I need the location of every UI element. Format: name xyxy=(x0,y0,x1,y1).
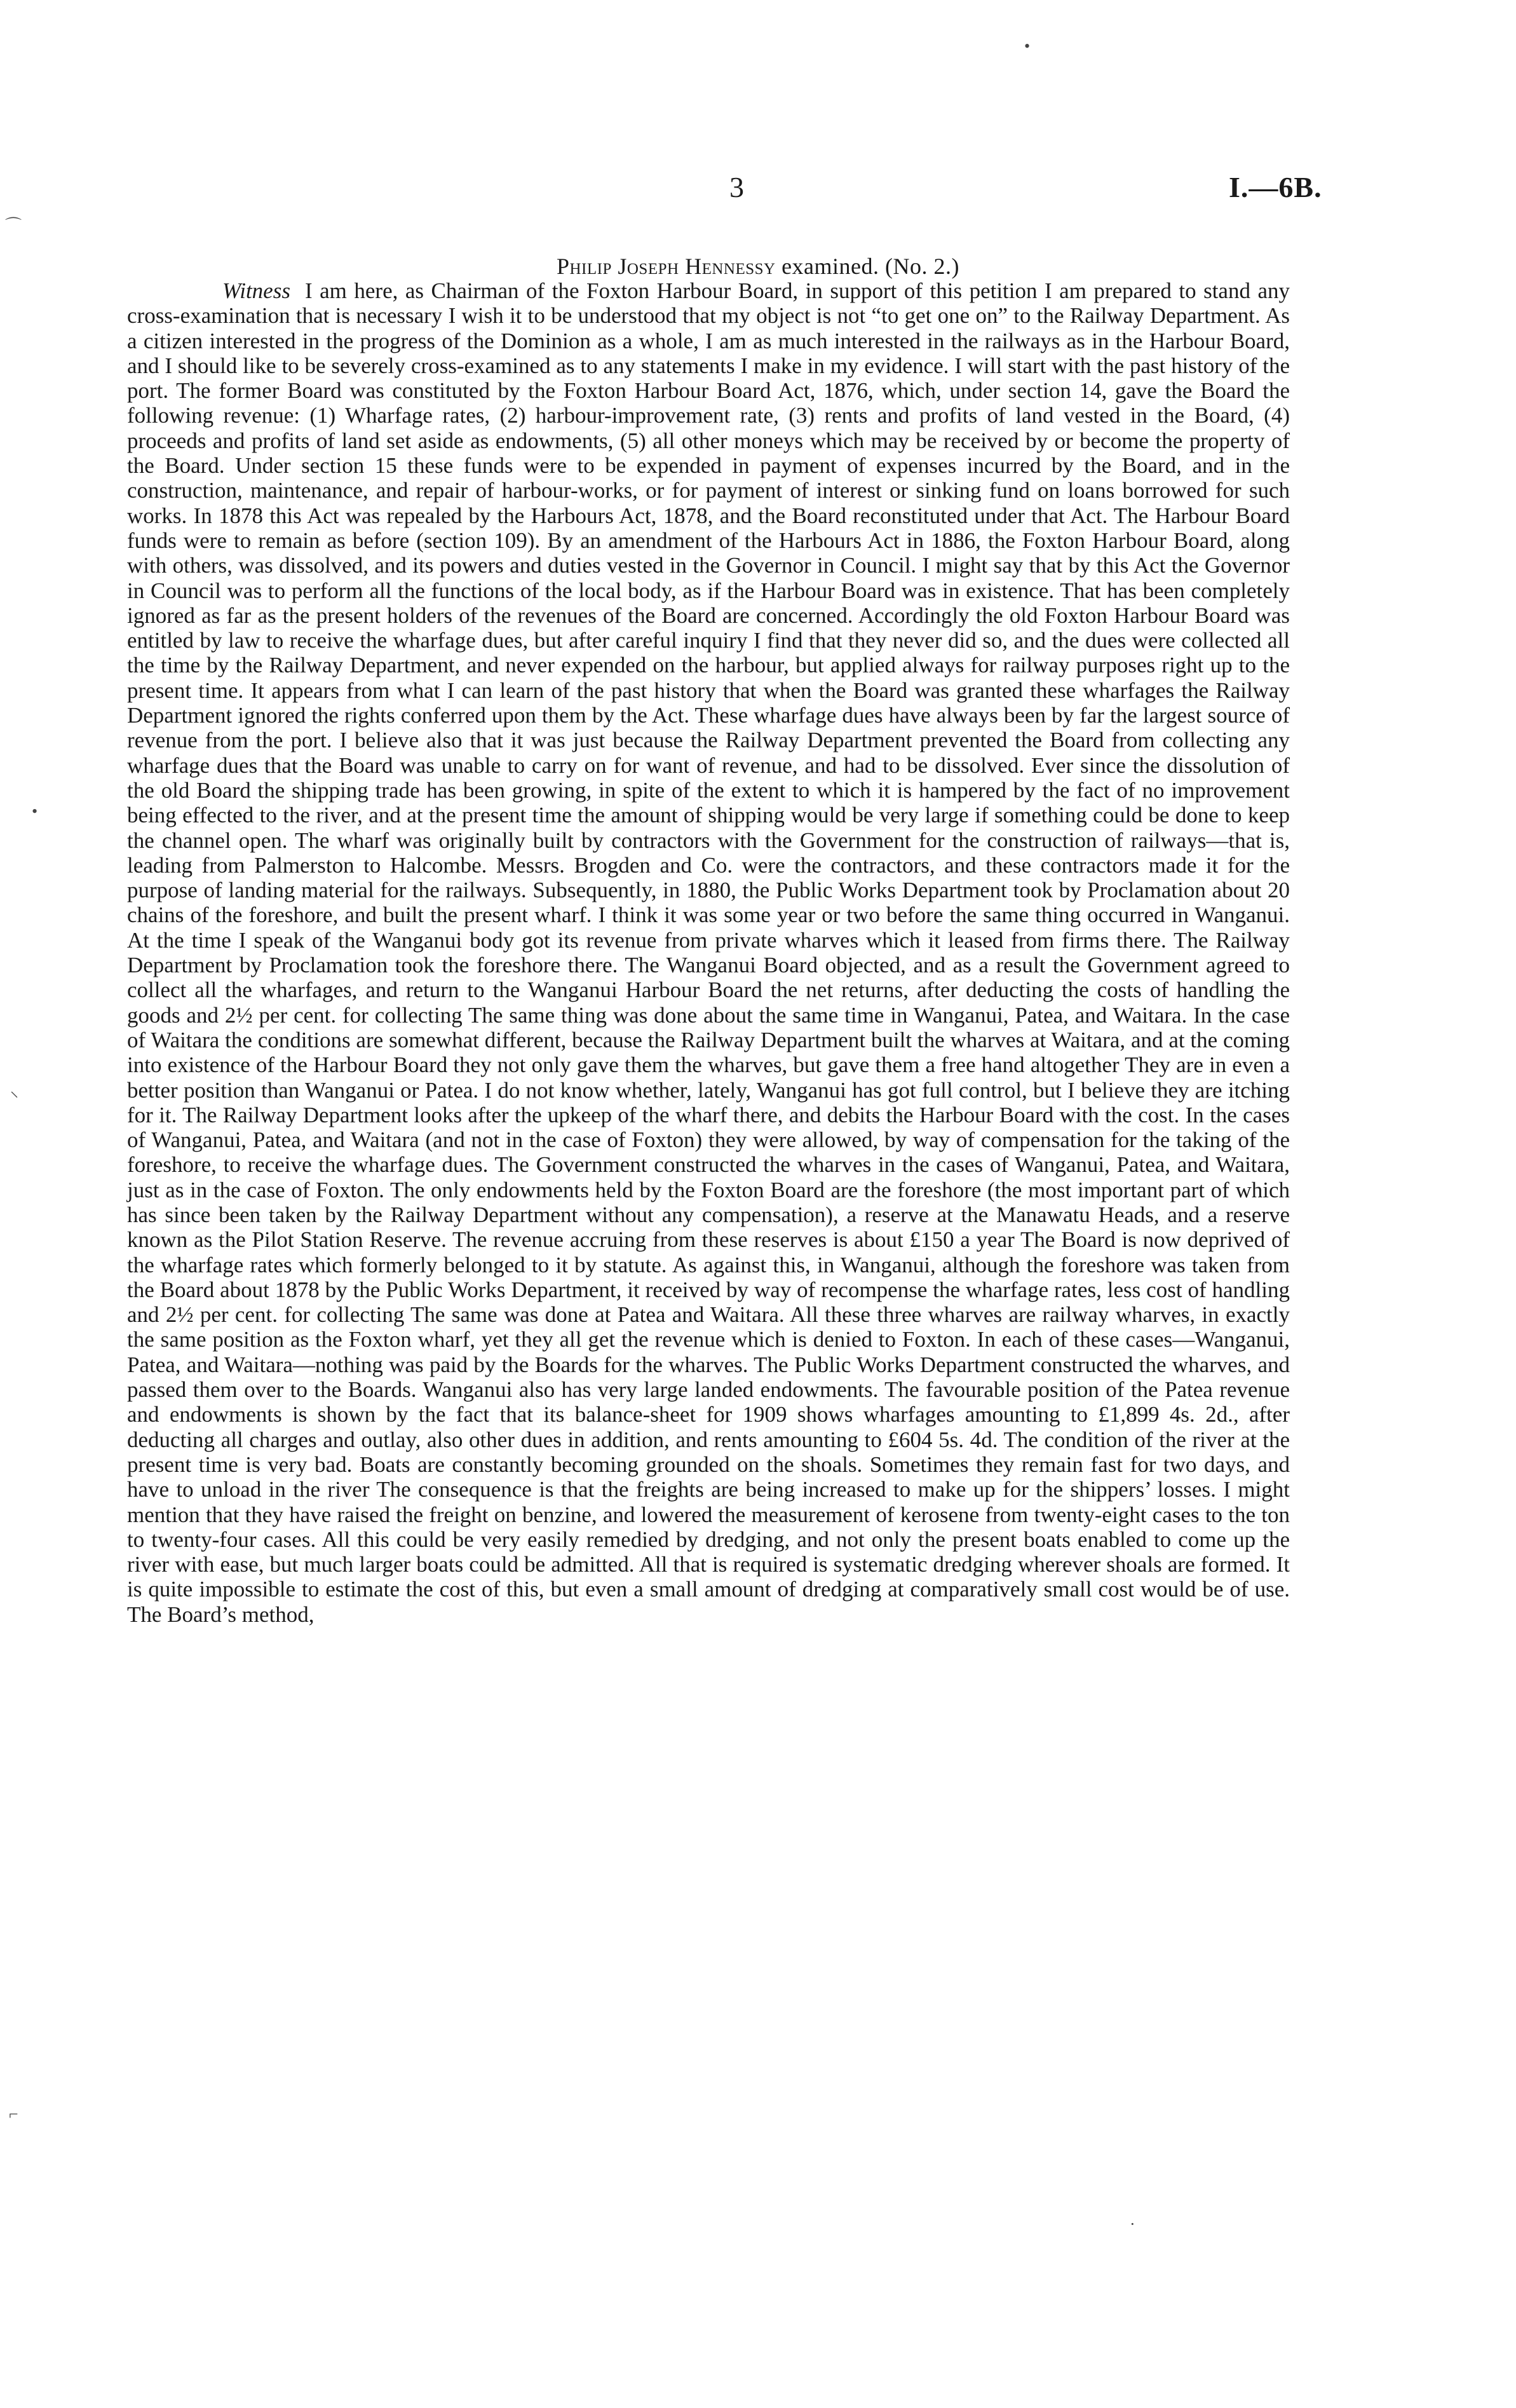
testimony-paragraph xyxy=(127,278,1290,1627)
section-heading xyxy=(0,253,1516,280)
heading-suffix: examined. xyxy=(782,254,879,279)
speaker-label: Witness xyxy=(222,278,290,303)
scan-mark: ⌒ xyxy=(5,217,22,235)
document-reference: I.—6B. xyxy=(1229,171,1322,203)
scan-mark: • xyxy=(32,802,38,820)
scan-mark: ⸌ xyxy=(10,1089,19,1107)
witness-name: Philip Joseph Hennessy xyxy=(556,254,776,279)
scan-mark: • xyxy=(1024,37,1031,55)
page-number: 3 xyxy=(729,171,744,203)
scan-mark: ⌐ xyxy=(9,2105,18,2123)
heading-number: (No. 2.) xyxy=(885,254,960,279)
testimony-text: I am here, as Chairman of the Foxton Harbour Board, in support of this petition I am prepared to stand any cross-examination that is necessary I wish it to be understood that my object is not “to get one on” to the Railway Department. As a citizen interested in the progress of the Dominion as a whole, I am as much interested in the railways as in the Harbour Board, and I should like to be severely cross-examined as to any statements I make in my evidence. I will start with the past history of the port. The former Board was constituted by the Foxton Harbour Board Act, 1876, which, under section 14, gave the Board the following revenue: (1) Wharfage rates, (2) harbour-improvement rate, (3) rents and profits of land vested in the Board, (4) proceeds and profits of land set aside as endowments, (5) all other moneys which may be received by or become the property of the Board. Under section 15 these funds were to be expended in payment of expenses incurred by the Board, and in the construction, maintenance, and repair of harbour-works, or for payment of interest or sinking fund on loans borrowed for such works. In 1878 this Act was repealed by the Harbours Act, 1878, and the Board reconstituted under that Act. The Harbour Board funds were to remain as before (section 109). By an amendment of the Harbours Act in 1886, the Foxton Harbour Board, along with others, was dissolved, and its powers and duties vested in the Governor in Council. I might say that by this Act the Governor in Council was to perform all the functions of the local body, as if the Harbour Board was in existence. That has been completely ignored as far as the present holders of the revenues of the Board are concerned. Accordingly the old Foxton Harbour Board was entitled by law to receive the wharfage dues, but after careful inquiry I find that they never did so, and the dues were collected all the time by the Railway Department, and never expended on the harbour, but applied always for railway purposes right up to the present time. It appears from what I can learn of the past history that when the Board was granted these wharfages the Railway Department ignored the rights conferred upon them by the Act. These wharfage dues have always been by far the largest source of revenue from the port. I believe also that it was just because the Railway Department prevented the Board from collecting any wharfage dues that the Board was unable to carry on for want of revenue, and had to be dissolved. Ever since the dissolution of the old Board the shipping trade has been growing, in spite of the extent to which it is hampered by the fact of no improvement being effected to the river, and at the present time the amount of shipping would be very large if something could be done to keep the channel open. The wharf was originally built by contractors with the Government for the construction of railways—that is, leading from Palmerston to Halcombe. Messrs. Brogden and Co. were the contractors, and these contractors made it for the purpose of landing material for the railways. Subsequently, in 1880, the Public Works Department took by Proclamation about 20 chains of the foreshore, and built the present wharf. I think it was some year or two before the same thing occurred in Wanganui. At the time I speak of the Wanganui body got its revenue from private wharves which it leased from firms there. The Railway Department by Proclamation took the foreshore there. The Wanganui Board objected, and as a result the Government agreed to collect all the wharfages, and return to the Wanganui Harbour Board the net returns, after deducting the costs of handling the goods and 2½ per cent. for collecting The same thing was done about the same time in Wanganui, Patea, and Waitara. In the case of Waitara the conditions are somewhat different, because the Railway Department built the wharves at Waitara, and at the coming into existence of the Harbour Board they not only gave them the wharves, but gave them a free hand altogether They are in even a better position than Wanganui or Patea. I do not know whether, lately, Wanganui has got full control, but I believe they are itching for it. The Railway Department looks after the upkeep of the wharf there, and debits the Harbour Board with the cost. In the cases of Wanganui, Patea, and Waitara (and not in the case of Foxton) they were allowed, by way of compensation for the taking of the foreshore, to receive the wharfage dues. The Government constructed the wharves in the cases of Wanganui, Patea, and Waitara, just as in the case of Foxton. The only endowments held by the Foxton Board are the foreshore (the most important part of which has since been taken by the Railway Department without any compensation), a reserve at the Manawatu Heads, and a reserve known as the Pilot Station Reserve. The revenue accruing from these reserves is about £150 a year The Board is now deprived of the wharfage rates which formerly belonged to it by statute. As against this, in Wanganui, although the foreshore was taken from the Board about 1878 by the Public Works Department, it received by way of recompense the wharfage rates, less cost of handling and 2½ per cent. for collecting The same was done at Patea and Waitara. All these three wharves are railway wharves, in exactly the same position as the Foxton wharf, yet they all get the revenue which is denied to Foxton. In each of these cases—Wanganui, Patea, and Waitara—nothing was paid by the Boards for the wharves. The Public Works Department constructed the wharves, and passed them over to the Boards. Wanganui also has very large landed endowments. The favourable position of the Patea revenue and endowments is shown by the fact that its balance-sheet for 1909 shows wharfages amounting to £1,899 4s. 2d., after deducting all charges and outlay, also other dues in addition, and rents amounting to £604 5s. 4d. The condition of the river at the present time is very bad. Boats are constantly becoming grounded on the shoals. Sometimes they remain fast for two days, and have to unload in the river The consequence is that the freights are being increased to make up for the shippers’ losses. I might mention that they have raised the freight on benzine, and lowered the measurement of kerosene from twenty-eight cases to the ton to twenty-four cases. All this could be very easily remedied by dredging, and not only the present boats enabled to come up the river with ease, but much larger boats could be admitted. All that is required is systematic dredging wherever shoals are formed. It is quite impossible to estimate the cost of this, but even a small amount of dredging at comparatively small cost would be of use. The Board’s method, xyxy=(127,278,1290,1627)
scan-mark: · xyxy=(1130,2215,1135,2233)
testimony-body xyxy=(127,278,1290,1627)
